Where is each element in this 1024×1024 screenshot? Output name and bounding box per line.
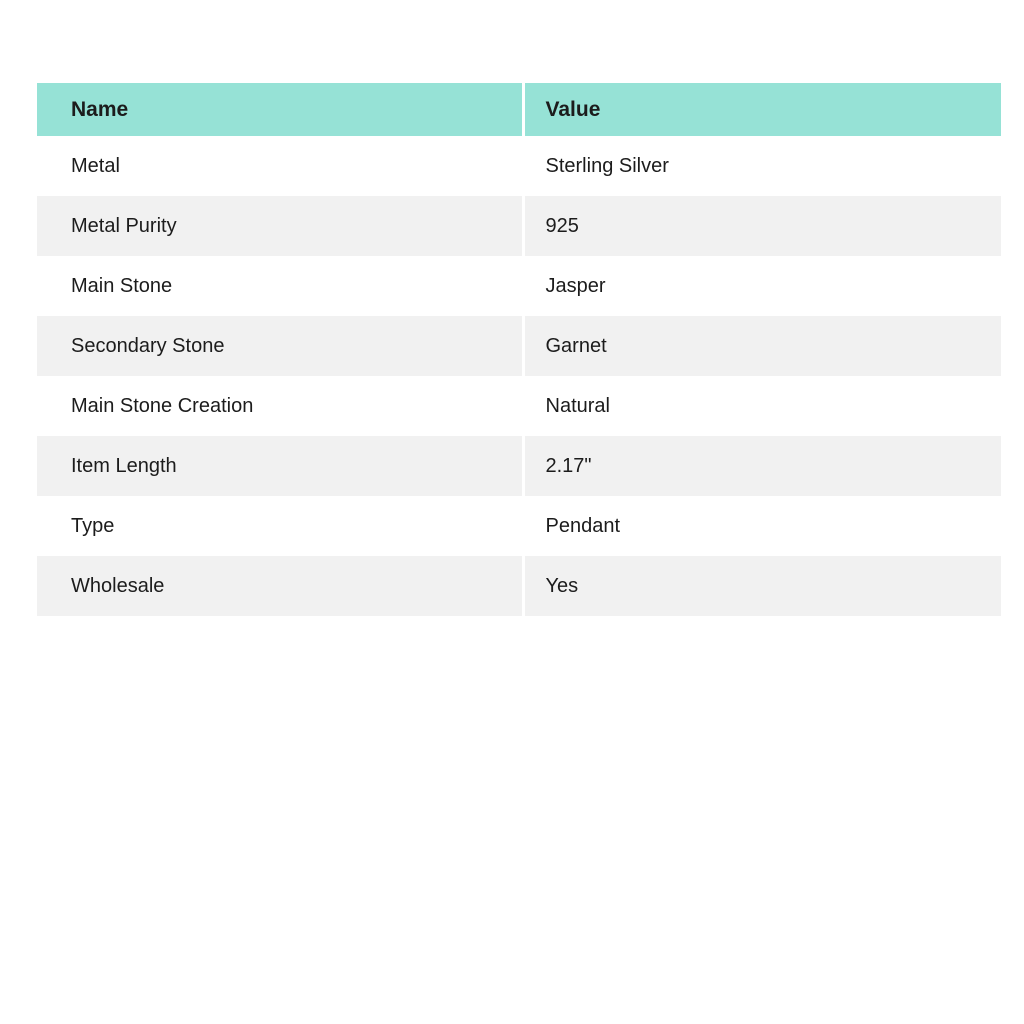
column-header-name: Name	[71, 97, 129, 121]
attribute-name-cell: Main Stone	[71, 274, 173, 297]
table-row	[37, 196, 1001, 256]
attribute-value-cell: 2.17"	[523, 436, 1001, 496]
attribute-value-cell: Sterling Silver	[523, 136, 1001, 196]
attribute-name-cell: Type	[71, 514, 115, 537]
attribute-name-cell: Metal Purity	[71, 214, 177, 237]
header-row	[37, 83, 1001, 136]
table-row	[37, 136, 1001, 196]
column-header-value: Value	[523, 83, 1001, 136]
attribute-value-cell: Jasper	[523, 256, 1001, 316]
table-row	[37, 256, 1001, 316]
table-row	[37, 556, 1001, 616]
attribute-name-cell: Wholesale	[71, 574, 165, 597]
table-row	[37, 436, 1001, 496]
attribute-name-cell: Metal	[71, 154, 120, 177]
attribute-value-cell: Natural	[523, 376, 1001, 436]
product-attributes-table	[37, 83, 1001, 616]
attribute-name-cell: Secondary Stone	[71, 334, 225, 357]
table-row	[37, 496, 1001, 556]
table-header	[37, 83, 1001, 136]
attribute-name-cell: Item Length	[71, 454, 177, 477]
table-row	[37, 316, 1001, 376]
attribute-value-cell: Garnet	[523, 316, 1001, 376]
attribute-value-cell: 925	[523, 196, 1001, 256]
attribute-name-cell: Main Stone Creation	[71, 394, 254, 417]
table-body	[37, 136, 1001, 616]
table-row	[37, 376, 1001, 436]
attribute-value-cell: Pendant	[523, 496, 1001, 556]
attribute-value-cell: Yes	[523, 556, 1001, 616]
